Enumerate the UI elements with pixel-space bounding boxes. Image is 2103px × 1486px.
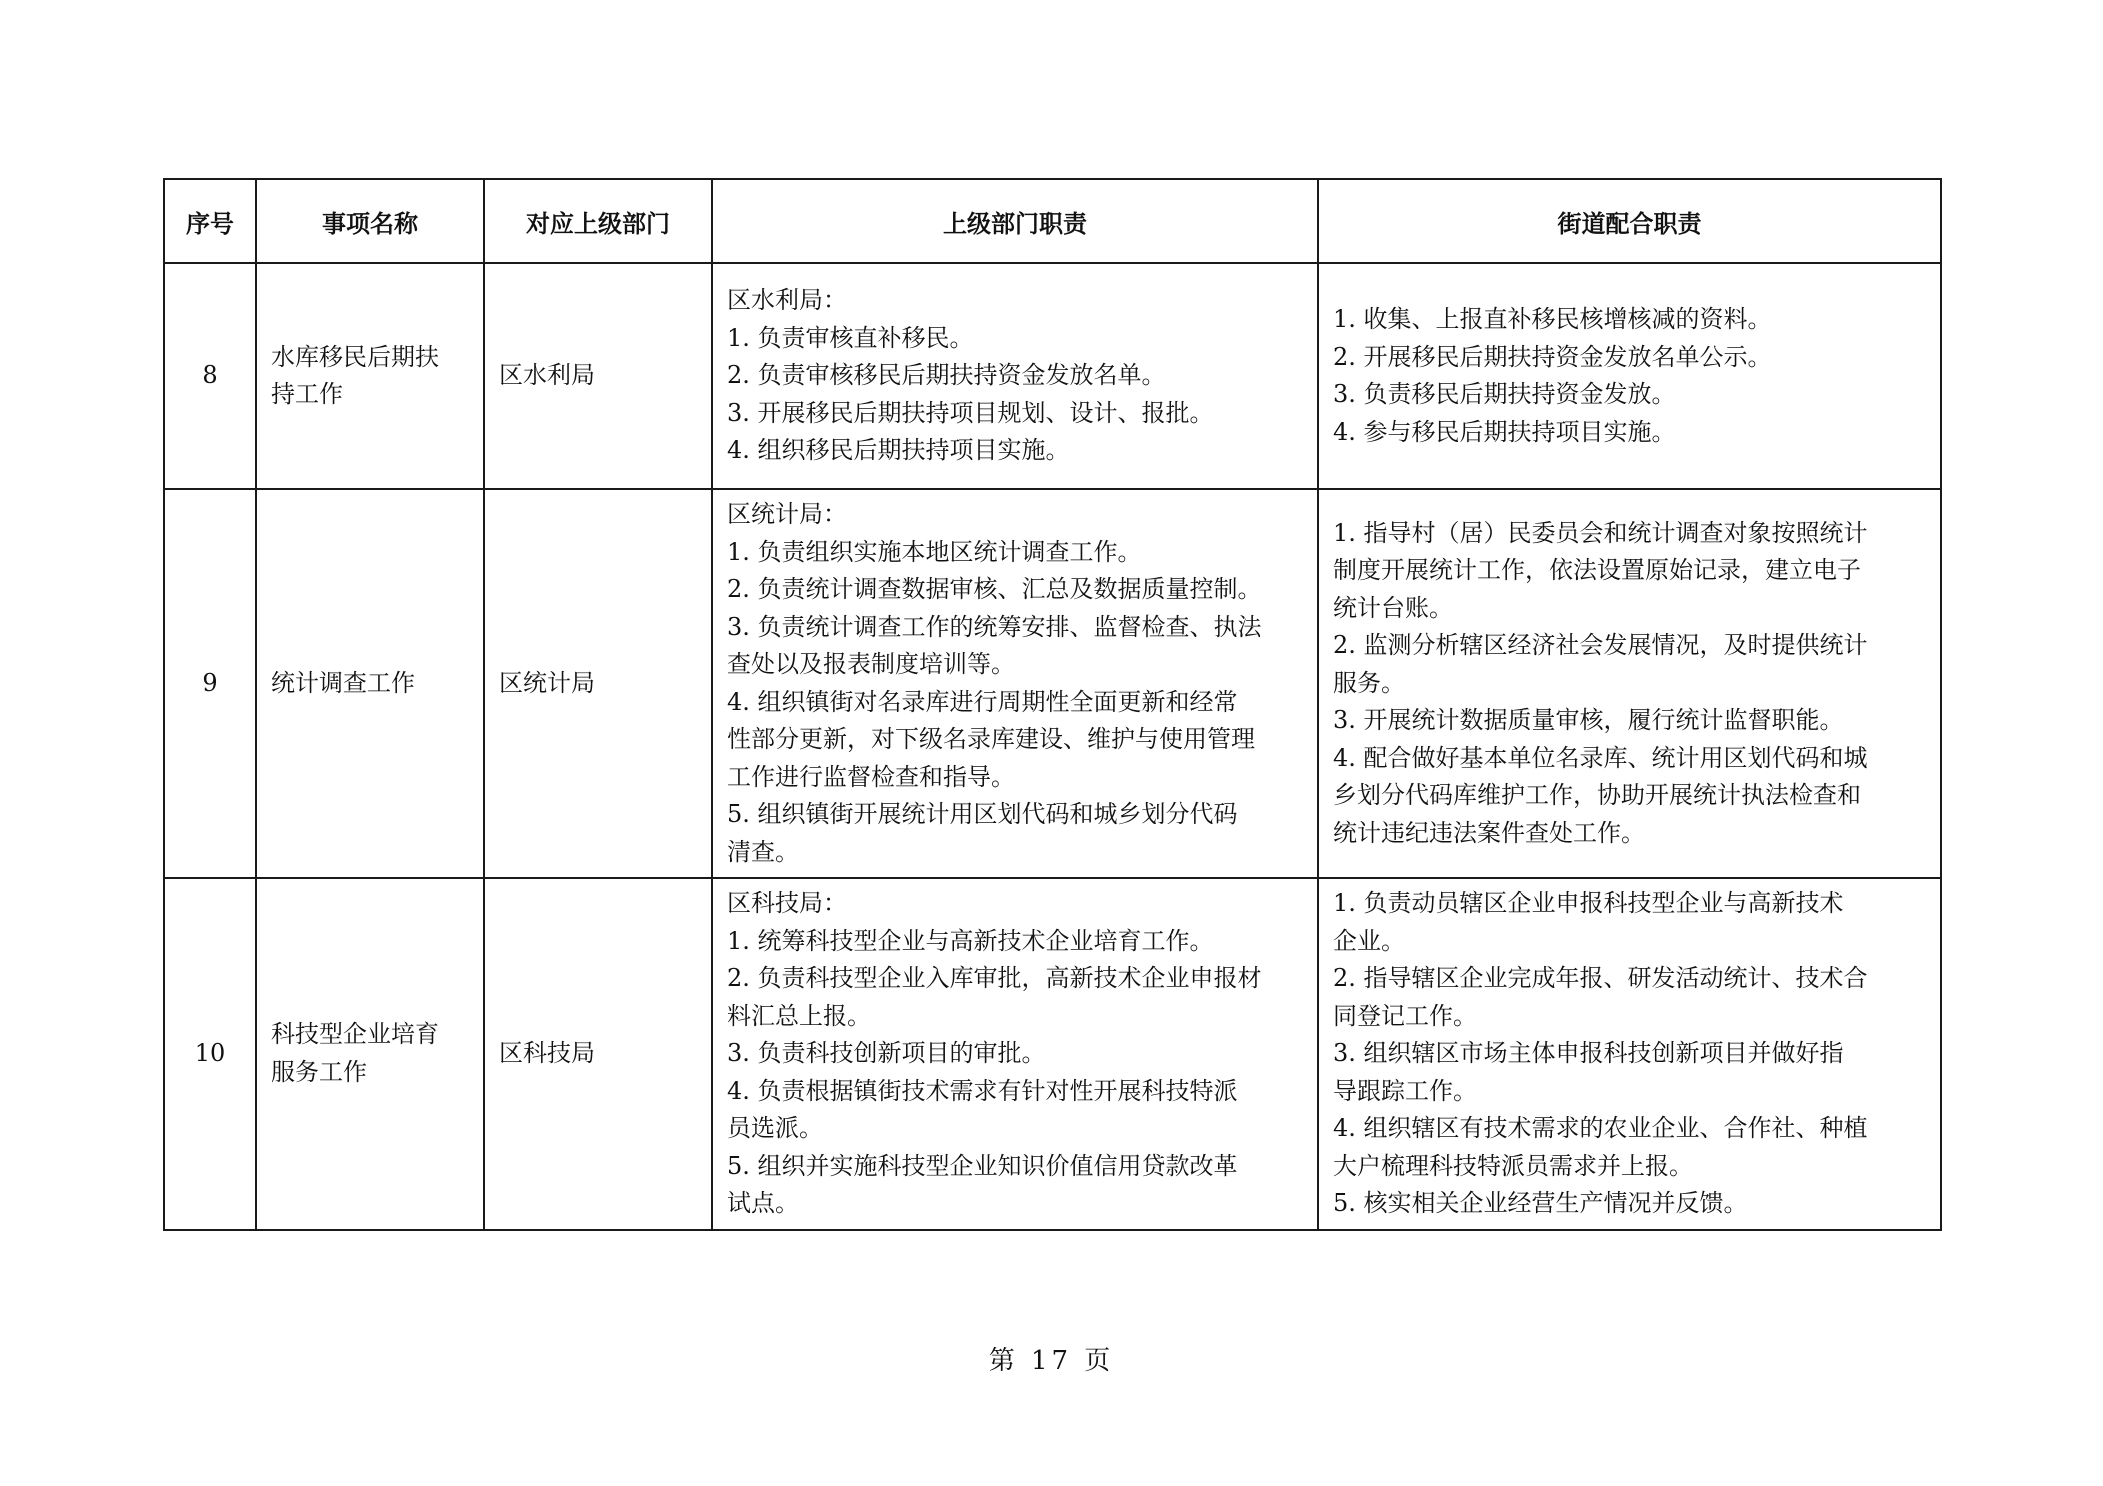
duty-line: 区统计局： bbox=[727, 500, 847, 528]
item-name-line: 科技型企业培育 bbox=[271, 1020, 439, 1049]
duty-line: 3. 负责统计调查工作的统筹安排、监督检查、执法 bbox=[727, 612, 1262, 641]
street-duty-line: 1. 负责动员辖区企业申报科技型企业与高新技术 bbox=[1333, 889, 1844, 917]
street-duty-line: 企业。 bbox=[1333, 926, 1405, 955]
street-duty-cell bbox=[1318, 878, 1941, 1230]
row-number: 8 bbox=[164, 263, 256, 489]
header-item-name: 事项名称 bbox=[256, 179, 484, 263]
item-name-cell bbox=[256, 263, 484, 489]
street-duty-line: 5. 核实相关企业经营生产情况并反馈。 bbox=[1333, 1189, 1748, 1217]
street-duty-line: 统计违纪违法案件查处工作。 bbox=[1333, 818, 1645, 847]
row-number: 9 bbox=[164, 489, 256, 878]
street-duty-cell bbox=[1318, 489, 1941, 878]
superior-duty-cell bbox=[712, 489, 1318, 878]
street-duty-line: 大户梳理科技特派员需求并上报。 bbox=[1333, 1151, 1693, 1180]
duty-line: 2. 负责统计调查数据审核、汇总及数据质量控制。 bbox=[727, 575, 1262, 603]
street-duty-line: 乡划分代码库维护工作，协助开展统计执法检查和 bbox=[1333, 781, 1861, 810]
dept-cell: 区统计局 bbox=[484, 489, 712, 878]
dept-cell: 区科技局 bbox=[484, 878, 712, 1230]
duty-line: 性部分更新，对下级名录库建设、维护与使用管理 bbox=[727, 725, 1255, 753]
header-superior-duties: 上级部门职责 bbox=[712, 179, 1318, 263]
table-header-row bbox=[164, 179, 1941, 263]
dept-cell: 区水利局 bbox=[484, 263, 712, 489]
duty-table bbox=[163, 178, 1942, 1231]
duty-line: 3. 负责科技创新项目的审批。 bbox=[727, 1039, 1046, 1067]
street-duty-line: 2. 开展移民后期扶持资金发放名单公示。 bbox=[1333, 342, 1772, 371]
header-street-duties: 街道配合职责 bbox=[1318, 179, 1941, 263]
street-duty-line: 1. 收集、上报直补移民核增核减的资料。 bbox=[1333, 305, 1772, 333]
street-duty-line: 导跟踪工作。 bbox=[1333, 1076, 1477, 1105]
header-seq: 序号 bbox=[164, 179, 256, 263]
duty-line: 2. 负责审核移民后期扶持资金发放名单。 bbox=[727, 361, 1166, 390]
duty-line: 区科技局： bbox=[727, 889, 847, 917]
item-name-line: 水库移民后期扶 bbox=[271, 342, 439, 371]
table-row bbox=[164, 878, 1941, 1230]
duty-line: 1. 负责审核直补移民。 bbox=[727, 323, 974, 352]
duty-line: 区水利局： bbox=[727, 286, 847, 315]
street-duty-line: 服务。 bbox=[1333, 668, 1405, 697]
street-duty-line: 2. 指导辖区企业完成年报、研发活动统计、技术合 bbox=[1333, 964, 1868, 992]
street-duty-line: 同登记工作。 bbox=[1333, 1001, 1477, 1030]
item-name-line: 统计调查工作 bbox=[271, 668, 415, 697]
street-duty-line: 制度开展统计工作，依法设置原始记录，建立电子 bbox=[1333, 556, 1861, 585]
duty-line: 3. 开展移民后期扶持项目规划、设计、报批。 bbox=[727, 398, 1214, 427]
street-duty-line: 2. 监测分析辖区经济社会发展情况，及时提供统计 bbox=[1333, 631, 1868, 660]
duty-line: 4. 负责根据镇街技术需求有针对性开展科技特派 bbox=[727, 1076, 1238, 1105]
item-name-line: 持工作 bbox=[271, 380, 343, 408]
street-duty-line: 4. 组织辖区有技术需求的农业企业、合作社、种植 bbox=[1333, 1114, 1868, 1142]
duty-line: 4. 组织镇街对名录库进行周期性全面更新和经常 bbox=[727, 687, 1238, 716]
street-duty-line: 4. 参与移民后期扶持项目实施。 bbox=[1333, 417, 1676, 446]
table-row bbox=[164, 489, 1941, 878]
item-name-cell bbox=[256, 489, 484, 878]
duty-line: 5. 组织镇街开展统计用区划代码和城乡划分代码 bbox=[727, 800, 1238, 828]
duty-line: 工作进行监督检查和指导。 bbox=[727, 762, 1015, 791]
table-row bbox=[164, 263, 1941, 489]
duty-line: 查处以及报表制度培训等。 bbox=[727, 650, 1015, 678]
row-number: 10 bbox=[164, 878, 256, 1230]
duty-line: 1. 统筹科技型企业与高新技术企业培育工作。 bbox=[727, 926, 1214, 955]
duty-line: 4. 组织移民后期扶持项目实施。 bbox=[727, 436, 1070, 465]
street-duty-line: 4. 配合做好基本单位名录库、统计用区划代码和城 bbox=[1333, 743, 1868, 772]
duty-line: 2. 负责科技型企业入库审批，高新技术企业申报材 bbox=[727, 964, 1262, 992]
duty-line: 员选派。 bbox=[727, 1114, 823, 1142]
duty-line: 5. 组织并实施科技型企业知识价值信用贷款改革 bbox=[727, 1151, 1238, 1180]
duty-line: 清查。 bbox=[727, 837, 799, 866]
page-number: 第 17 页 bbox=[988, 1346, 1115, 1376]
street-duty-line: 3. 开展统计数据质量审核，履行统计监督职能。 bbox=[1333, 706, 1844, 735]
street-duty-line: 统计台账。 bbox=[1333, 593, 1453, 622]
duty-line: 试点。 bbox=[727, 1189, 799, 1217]
street-duty-line: 1. 指导村（居）民委员会和统计调查对象按照统计 bbox=[1333, 518, 1868, 547]
street-duty-line: 3. 组织辖区市场主体申报科技创新项目并做好指 bbox=[1333, 1039, 1844, 1067]
header-superior-dept: 对应上级部门 bbox=[484, 179, 712, 263]
superior-duty-cell bbox=[712, 878, 1318, 1230]
duty-line: 料汇总上报。 bbox=[727, 1001, 871, 1030]
item-name-line: 服务工作 bbox=[271, 1057, 367, 1086]
item-name-cell bbox=[256, 878, 484, 1230]
superior-duty-cell bbox=[712, 263, 1318, 489]
street-duty-cell bbox=[1318, 263, 1941, 489]
street-duty-line: 3. 负责移民后期扶持资金发放。 bbox=[1333, 380, 1676, 408]
duty-line: 1. 负责组织实施本地区统计调查工作。 bbox=[727, 537, 1142, 566]
